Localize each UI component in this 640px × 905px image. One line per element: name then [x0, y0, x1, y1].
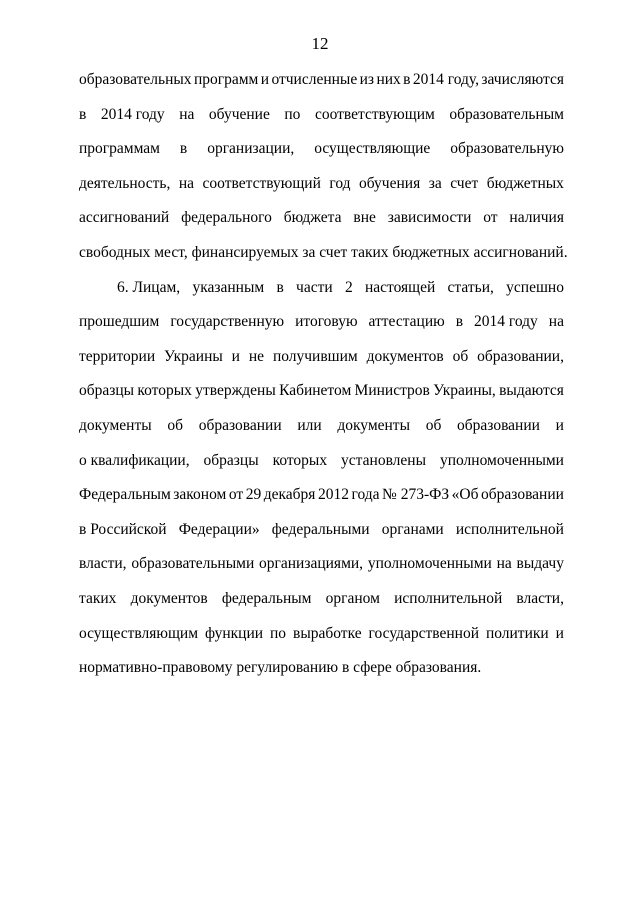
word: уполномоченными	[439, 451, 564, 469]
word: и	[555, 624, 564, 642]
word: бюджетных	[486, 174, 564, 192]
text-line	[79, 478, 564, 513]
word: настоящей	[364, 278, 436, 296]
word: об	[425, 416, 442, 434]
word: в	[79, 105, 87, 123]
word: от	[228, 486, 244, 504]
word: 6. Лицам,	[117, 278, 181, 296]
text-line	[79, 374, 564, 409]
word: 2	[344, 278, 353, 296]
document-body	[79, 63, 568, 686]
word: 2014 году	[100, 105, 165, 123]
word: в	[403, 71, 411, 88]
word: обучение	[208, 105, 270, 123]
word: образовательными	[131, 555, 255, 573]
word: государственной	[368, 624, 479, 642]
word: отчисленные	[271, 71, 358, 88]
word: на	[548, 313, 564, 331]
word: Кабинетом	[279, 382, 352, 400]
word: или	[297, 416, 322, 434]
word: год	[329, 174, 351, 192]
page-number: 12	[311, 34, 329, 53]
word: указанным	[192, 278, 265, 296]
text-line	[79, 201, 564, 236]
word: образцы	[79, 382, 135, 400]
word: 29	[245, 486, 262, 504]
word: на	[496, 555, 512, 573]
text-line	[79, 132, 564, 167]
word: органом	[325, 589, 380, 607]
word: по	[270, 624, 287, 642]
word: и	[260, 71, 270, 88]
word: осуществляющим	[79, 624, 199, 642]
word: об	[452, 347, 469, 365]
word: получившим	[272, 347, 358, 365]
word: части	[296, 278, 333, 296]
word: и	[555, 416, 564, 434]
text-line	[79, 305, 564, 340]
word: 2014 году,	[412, 71, 480, 88]
word: исполнительной	[394, 589, 503, 607]
word: по	[284, 105, 301, 123]
word: образовательным	[449, 105, 564, 123]
word: декабря	[263, 486, 316, 504]
word: на	[178, 174, 195, 192]
word: образцы	[203, 451, 259, 469]
word: Федеральным	[79, 486, 171, 504]
text-line	[79, 617, 564, 652]
word: федеральными	[271, 520, 370, 538]
text-line	[79, 340, 564, 375]
word: образовательных	[79, 71, 192, 88]
word: организациями,	[259, 555, 364, 573]
word: ассигнований	[79, 209, 170, 227]
word: зависимости	[387, 209, 472, 227]
word: документы	[337, 416, 410, 434]
word: федеральным	[221, 589, 312, 607]
text-line	[79, 98, 564, 133]
word: программ	[193, 71, 259, 88]
word: за	[428, 174, 442, 192]
word: документов	[130, 589, 208, 607]
text-line	[79, 63, 564, 98]
word: не	[248, 347, 265, 365]
paragraph-1	[79, 63, 568, 271]
word: итоговую	[295, 313, 358, 331]
word: власти,	[516, 589, 564, 607]
word: утверждены	[195, 382, 276, 400]
word: Украины	[164, 347, 223, 365]
word: наличия	[509, 209, 564, 227]
text-line	[79, 409, 564, 444]
word: вне	[353, 209, 376, 227]
word: об	[167, 416, 183, 434]
word: успешно	[506, 278, 564, 296]
word: функции	[204, 624, 264, 642]
word: от	[483, 209, 498, 227]
text-line	[79, 167, 564, 202]
word: документов	[366, 347, 444, 365]
word: выдаются	[499, 382, 564, 400]
word: и	[231, 347, 240, 365]
word: № 273-ФЗ	[382, 486, 450, 504]
word: на	[179, 105, 195, 123]
word: соответствующий	[202, 174, 321, 192]
word: образовании	[457, 416, 540, 434]
word: государственную	[170, 313, 285, 331]
word: 2014 году	[474, 313, 538, 331]
word: статьи,	[447, 278, 494, 296]
word: уполномоченными	[367, 555, 492, 573]
word: в	[276, 278, 284, 296]
text-line	[79, 651, 564, 686]
word: Федерации»	[178, 520, 260, 538]
word: образовании	[481, 486, 564, 504]
word: которых	[272, 451, 328, 469]
word: них	[376, 71, 401, 88]
word: таких	[79, 589, 117, 607]
word: документы	[79, 416, 152, 434]
text-line	[79, 236, 568, 271]
word: аттестацию	[368, 313, 445, 331]
word: территории	[79, 347, 156, 365]
word: свободных мест, финансируемых за счет таких бюджетных ассигнований.	[79, 243, 568, 261]
word: бюджета	[283, 209, 342, 227]
word: исполнительной	[455, 520, 564, 538]
word: власти,	[79, 555, 127, 573]
word: образовательную	[450, 140, 564, 158]
word: Министров	[354, 382, 430, 400]
word: в	[179, 140, 188, 158]
word: федерального	[181, 209, 272, 227]
word: нормативно-правовому регулированию в сфере образования.	[79, 659, 482, 677]
word: «Об	[451, 486, 479, 504]
word: обучения	[359, 174, 421, 192]
word: программам	[79, 140, 160, 158]
word: образовании	[198, 416, 282, 434]
word: которых	[137, 382, 192, 400]
paragraph-2	[79, 271, 564, 686]
word: выработке	[293, 624, 362, 642]
word: счет	[450, 174, 479, 192]
word: законом	[173, 486, 227, 504]
word: из	[359, 71, 375, 88]
word: года	[351, 486, 380, 504]
text-line	[79, 444, 564, 479]
text-line	[79, 582, 564, 617]
word: прошедшим	[79, 313, 160, 331]
word: органами	[381, 520, 444, 538]
text-line	[79, 271, 564, 306]
word: осуществляющие	[314, 140, 431, 158]
word: организации,	[207, 140, 295, 158]
word: о квалификации,	[79, 451, 190, 469]
word: деятельность,	[79, 174, 171, 192]
text-line	[79, 547, 564, 582]
word: соответствующим	[314, 105, 435, 123]
word: Украины,	[433, 382, 496, 400]
word: выдачу	[516, 555, 564, 573]
word: в Российской	[79, 520, 167, 538]
text-line	[79, 513, 564, 548]
word: 2012	[317, 486, 349, 504]
word: политики	[485, 624, 549, 642]
word: зачисляются	[481, 71, 564, 88]
word: в	[455, 313, 464, 331]
word: образовании,	[477, 347, 564, 365]
word: установлены	[341, 451, 427, 469]
